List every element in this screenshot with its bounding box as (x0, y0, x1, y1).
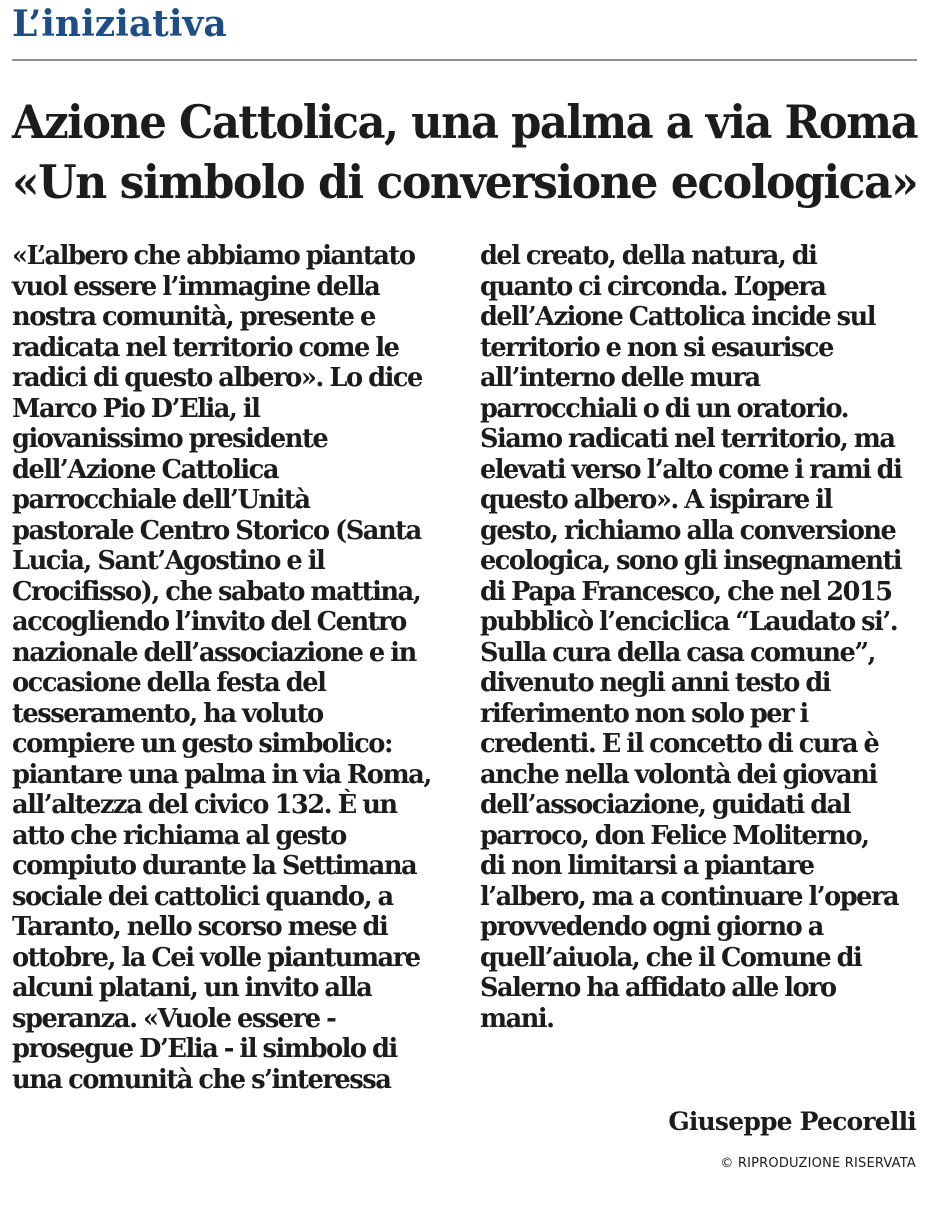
body-text-line: nostra comunità, presente e (12, 302, 375, 332)
body-text-line: elevati verso l’alto come i rami di (480, 454, 902, 485)
body-text-line: l’albero, ma a continuare l’opera (480, 881, 899, 912)
body-text-line: pastorale Centro Storico (Santa (12, 515, 421, 546)
body-text-line: di Papa Francesco, che nel 2015 (480, 576, 892, 607)
body-text-line: Crocifisso), che sabato mattina, (12, 576, 421, 607)
body-text-line: di non limitarsi a piantare (480, 851, 814, 881)
body-text-line: Sulla cura della casa comune”, (480, 637, 875, 668)
body-text-line: provvedendo ogni giorno a (480, 912, 823, 942)
body-text-line: pubblicò l’enciclica “Laudato si’. (480, 607, 898, 637)
body-text-line: compiuto durante la Settimana (12, 851, 417, 881)
body-text-line: Lucia, Sant’Agostino e il (12, 546, 325, 576)
body-text-line: speranza. «Vuole essere - (12, 1003, 336, 1034)
copyright-notice: © RIPRODUZIONE RISERVATA (720, 1156, 916, 1171)
body-text-line: del creato, della natura, di (480, 241, 817, 271)
section-divider (12, 59, 917, 61)
article-column-left (12, 241, 457, 1095)
body-text-line: radici di questo albero». Lo dice (12, 363, 422, 393)
body-text-line: Marco Pio D’Elia, il (12, 393, 260, 424)
body-text-line: ecologica, sono gli insegnamenti (480, 546, 902, 576)
body-text-line: sociale dei cattolici quando, a (12, 881, 393, 912)
body-text-line: questo albero». A ispirare il (480, 485, 832, 515)
body-text-line: ottobre, la Cei volle piantumare (12, 942, 420, 973)
body-text-line: mani. (480, 1003, 554, 1034)
body-text-line: quanto ci circonda. L’opera (480, 271, 826, 302)
article-headline (12, 92, 922, 212)
body-text-line: compiere un gesto simbolico: (12, 729, 392, 759)
body-text-line: una comunità che s’interessa (12, 1064, 391, 1095)
body-text-line: dell’associazione, guidati dal (480, 790, 851, 820)
body-text-line: giovanissimo presidente (12, 424, 328, 454)
body-text-line: all’altezza del civico 132. È un (12, 790, 397, 820)
body-text-line: divenuto negli anni testo di (480, 668, 830, 698)
body-text-line: anche nella volontà dei giovani (480, 759, 877, 790)
body-text-line: piantare una palma in via Roma, (12, 759, 431, 790)
body-text-line: Siamo radicati nel territorio, ma (480, 424, 895, 454)
body-text-line: tesseramento, ha voluto (12, 698, 323, 729)
body-text-line: atto che richiama al gesto (12, 820, 346, 851)
section-kicker: L’iniziativa (12, 3, 227, 45)
author-byline: Giuseppe Pecorelli (668, 1107, 916, 1136)
body-text-line: Taranto, nello scorso mese di (12, 912, 388, 942)
body-text-line: credenti. E il concetto di cura è (480, 729, 879, 759)
body-text-line: territorio e non si esaurisce (480, 332, 833, 363)
body-text-line: Salerno ha affidato alle loro (480, 973, 836, 1003)
body-text-line: riferimento non solo per i (480, 698, 808, 729)
body-text-line: accogliendo l’invito del Centro (12, 607, 406, 637)
body-text-line: quell’aiuola, che il Comune di (480, 942, 862, 973)
article-column-right (480, 241, 925, 1034)
body-text-line: dell’Azione Cattolica incide sul (480, 302, 875, 332)
body-text-line: all’interno delle mura (480, 363, 760, 393)
body-text-line: nazionale dell’associazione e in (12, 637, 416, 668)
body-text-line: parrocchiale dell’Unità (12, 485, 310, 515)
body-text-line: dell’Azione Cattolica (12, 454, 279, 485)
headline-line: Azione Cattolica, una palma a via Roma (12, 95, 918, 149)
body-text-line: prosegue D’Elia - il simbolo di (12, 1034, 397, 1064)
body-text-line: parrocchiali o di un oratorio. (480, 393, 849, 424)
body-text-line: occasione della festa del (12, 668, 326, 698)
body-text-line: vuol essere l’immagine della (12, 271, 380, 302)
body-text-line: alcuni platani, un invito alla (12, 973, 372, 1003)
body-text-line: parroco, don Felice Moliterno, (480, 820, 869, 851)
body-text-line: gesto, richiamo alla conversione (480, 515, 896, 546)
body-text-line: «L’albero che abbiamo piantato (12, 241, 415, 271)
body-text-line: radicata nel territorio come le (12, 332, 399, 363)
headline-line: «Un simbolo di conversione ecologica» (12, 155, 918, 209)
